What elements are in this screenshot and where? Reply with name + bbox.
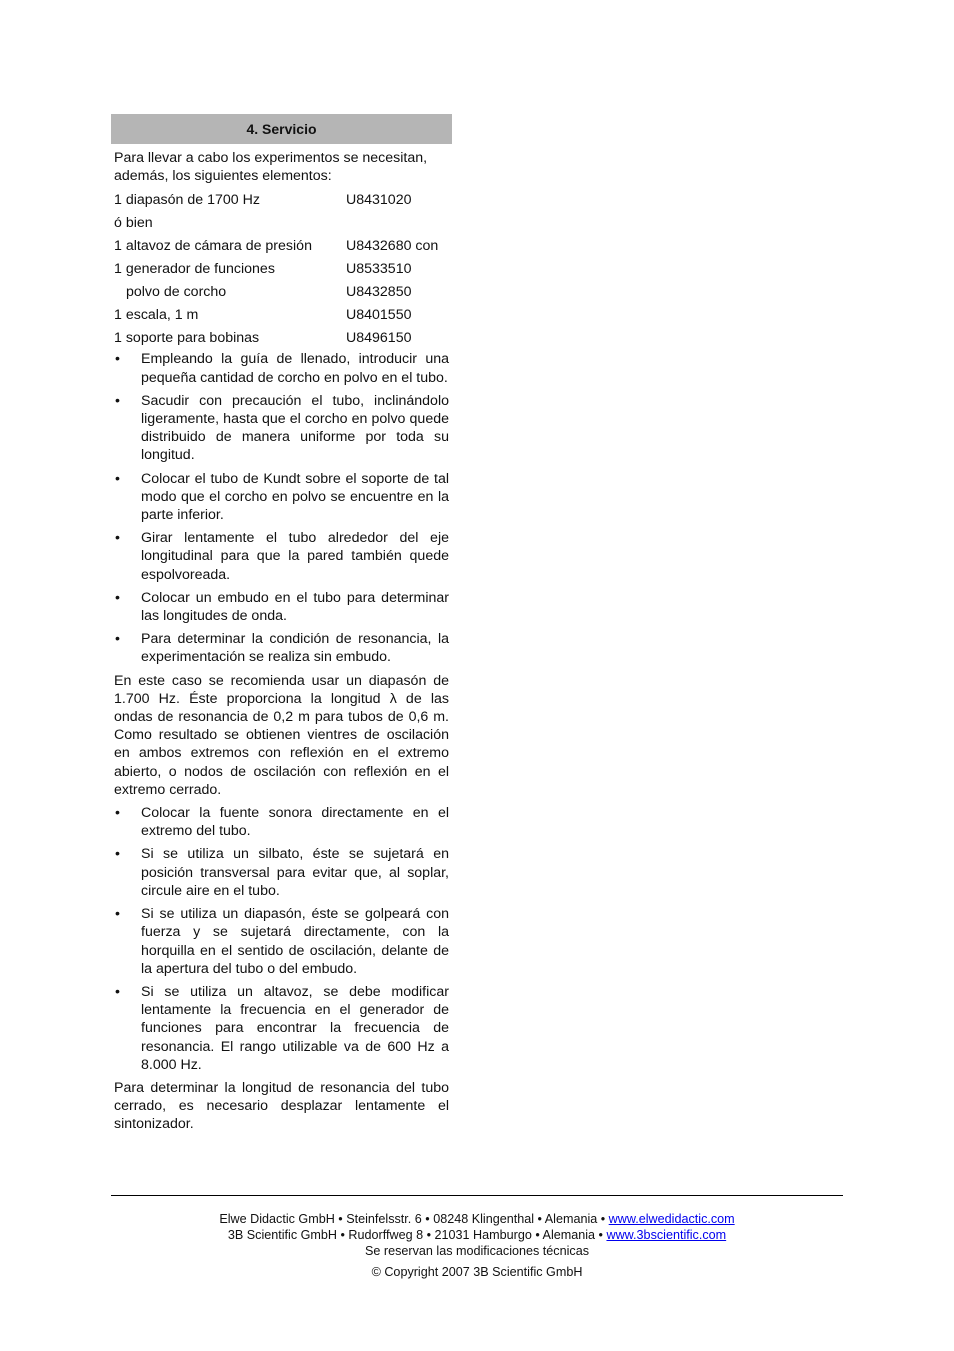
3bscientific-link[interactable]: www.3bscientific.com — [606, 1228, 727, 1242]
requirements-table — [114, 189, 449, 350]
steps-list-sound-source — [111, 804, 452, 1074]
list-item: • Si se utiliza un diapasón, éste se golpeará con fuerza y se sujetará directamente, con la horquilla en el sentido de oscilación, delante de la apertura del tubo o del embudo. — [114, 905, 449, 978]
requirement-code: U8496150 — [346, 330, 412, 347]
requirement-code: U8533510 — [346, 261, 412, 278]
requirement-item: 1 escala, 1 m — [114, 307, 199, 324]
requirement-code: U8432680 con — [346, 238, 439, 255]
list-item: • Colocar la fuente sonora directamente en el extremo del tubo. — [114, 804, 449, 840]
requirement-code: U8432850 — [346, 284, 412, 301]
footer-address-text: Elwe Didactic GmbH • Steinfelsstr. 6 • 08248 Klingenthal • Alemania • — [219, 1212, 609, 1226]
steps-list-preparation — [111, 350, 452, 666]
requirement-item: 1 altavoz de cámara de presión — [114, 238, 312, 255]
footer-notice: Se reservan las modificaciones técnicas — [365, 1244, 589, 1258]
list-item: • Girar lentamente el tubo alrededor del eje longitudinal para que la pared también quede espolvoreada. — [114, 529, 449, 584]
requirement-item: ó bien — [114, 215, 153, 232]
copyright-text: © Copyright 2007 3B Scientific GmbH — [371, 1265, 583, 1279]
list-item: • Colocar el tubo de Kundt sobre el soporte de tal modo que el corcho en polvo se encuentre en la parte inferior. — [114, 470, 449, 525]
page-footer — [111, 1211, 843, 1280]
body-paragraph: Para determinar la longitud de resonancia del tubo cerrado, es necesario desplazar lentamente el sintonizador. — [114, 1079, 449, 1133]
footer-address-line — [111, 1211, 843, 1227]
list-item: • Si se utiliza un silbato, éste se sujetará en posición transversal para evitar que, al soplar, circule aire en el tubo. — [114, 845, 449, 900]
requirement-code: U8431020 — [346, 192, 412, 209]
requirement-code: U8401550 — [346, 307, 412, 324]
requirement-row — [114, 189, 449, 212]
footer-address-line — [111, 1227, 843, 1243]
footer-divider — [111, 1195, 843, 1196]
list-item: • Empleando la guía de llenado, introducir una pequeña cantidad de corcho en polvo en el tubo. — [114, 350, 449, 386]
intro-text: Para llevar a cabo los experimentos se necesitan, además, los siguientes elementos: — [114, 150, 428, 185]
section-title: 4. Servicio — [111, 114, 452, 144]
requirement-item: polvo de corcho — [126, 284, 227, 301]
footer-address-text: 3B Scientific GmbH • Rudorffweg 8 • 21031 Hamburgo • Alemania • — [227, 1228, 607, 1242]
body-paragraph: En este caso se recomienda usar un diapasón de 1.700 Hz. Éste proporciona la longitud λ de las ondas de resonancia de 0,2 m para tubos de 0,6 m. Como resultado se obtienen vientres de oscilación en ambos extremos con reflexión en el extremo abierto, o nodos de oscilación con reflexión en el extremo cerrado. — [114, 672, 449, 798]
elwedidactic-link[interactable]: www.elwedidactic.com — [608, 1212, 735, 1226]
main-column — [111, 114, 452, 1139]
requirement-item: 1 diapasón de 1700 Hz — [114, 192, 260, 209]
requirement-row — [114, 281, 449, 304]
requirement-row — [114, 235, 449, 258]
requirement-item: 1 generador de funciones — [114, 261, 275, 278]
requirement-row — [114, 212, 449, 235]
list-item: • Para determinar la condición de resonancia, la experimentación se realiza sin embudo. — [114, 630, 449, 666]
requirement-row — [114, 258, 449, 281]
requirement-row — [114, 304, 449, 327]
requirement-item: 1 soporte para bobinas — [114, 330, 260, 347]
requirement-row — [114, 327, 449, 350]
list-item: • Sacudir con precaución el tubo, inclinándolo ligeramente, hasta que el corcho en polvo quede distribuido de manera uniforme por toda su longitud. — [114, 392, 449, 465]
list-item: • Si se utiliza un altavoz, se debe modificar lentamente la frecuencia en el generador de funciones para encontrar la frecuencia de resonancia. El rango utilizable va de 600 Hz a 8.000 Hz. — [114, 983, 449, 1074]
list-item: • Colocar un embudo en el tubo para determinar las longitudes de onda. — [114, 589, 449, 625]
